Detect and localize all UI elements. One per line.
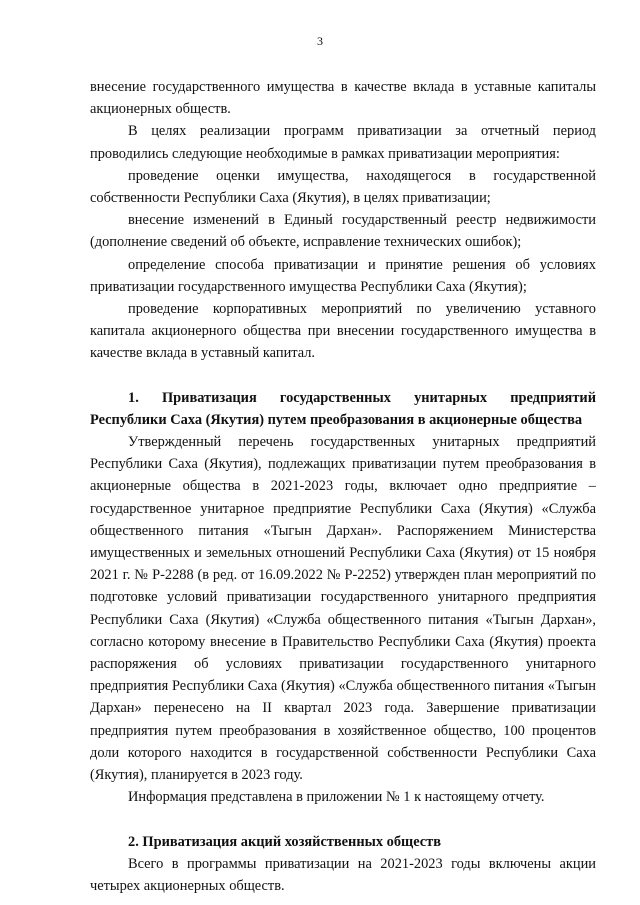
page-number: 3 [317,34,323,48]
list-item: проведение корпоративных мероприятий по увеличению уставного капитала акционерного общества при внесении государственного имущества в качестве вклада в уставный капитал. [90,301,596,362]
paragraph: В целях реализации программ приватизации за отчетный период проводились следующие необходимые в рамках приватизации мероприятия: [90,123,596,162]
list-item: определение способа приватизации и принятие решения об условиях приватизации государственного имущества Республики Саха (Якутия); [90,256,596,295]
spacer [90,809,596,831]
section-2-paragraph: Всего в программы приватизации на 2021-2023 годы включены акции четырех акционерных обществ. [90,855,596,894]
list-item: проведение оценки имущества, находящегося в государственной собственности Республики Саха (Якутия), в целях приватизации; [90,167,596,207]
list-item: внесение изменений в Единый государственный реестр недвижимости (дополнение сведений об объекте, исправление технических ошибок); [90,212,596,251]
section-1-paragraph: Информация представлена в приложении № 1 к настоящему отчету. [128,789,545,806]
section-1-paragraph: Утвержденный перечень государственных унитарных предприятий Республики Саха (Якутия), подлежащих приватизации путем преобразования в акционерные общества в 2021-2023 годы, включает одно предприятие – государственное унитарное предприятие Республики Саха (Якутия) «Служба общественного питания «Тыгын Дархан». Распоряжением Министерства имущественных и земельных отношений Республики Саха (Якутия) от 15 ноября 2021 г. № Р-2288 (в ред. от 16.09.2022 № Р-2252) утвержден план мероприятий по подготовке условий приватизации государственного унитарного предприятия Республики Саха (Якутия) «Служба общественного питания «Тыгын Дархан», согласно которому внесение в Правительство Республики Саха (Якутия) проекта распоряжения об условиях приватизации государственного унитарного предприятия Республики Саха (Якутия) «Служба общественного питания «Тыгын Дархан» перенесено на II квартал 2023 года. Завершение приватизации предприятия путем преобразования в хозяйственное общество, 100 процентов доли которого находится в государственной собственности Республики Саха (Якутия), планируется в 2023 году. [90,434,596,784]
paragraph: внесение государственного имущества в качестве вклада в уставные капиталы акционерных обществ. [90,79,596,118]
document-body [90,76,596,897]
spacer [90,365,596,387]
section-1-heading: 1. Приватизация государственных унитарных предприятий Республики Саха (Якутия) путем преобразования в акционерные общества [90,389,596,428]
section-2-heading: 2. Приватизация акций хозяйственных обществ [128,833,441,850]
